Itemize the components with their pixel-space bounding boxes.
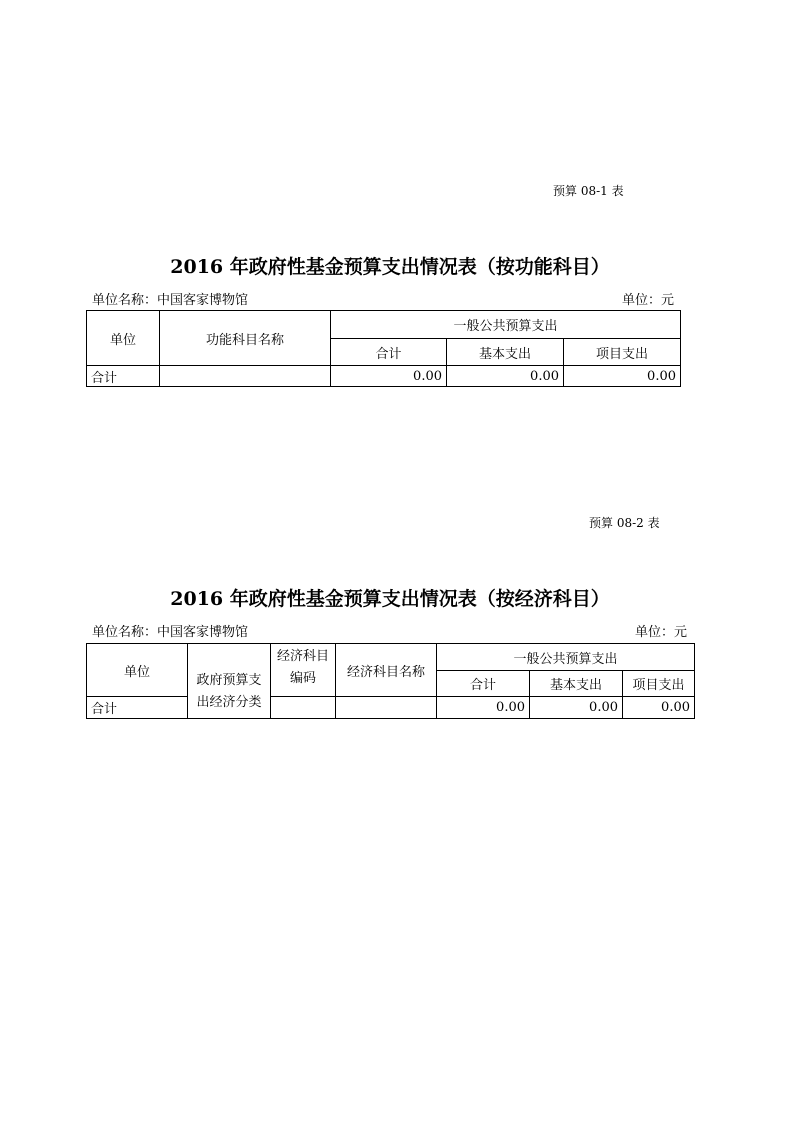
header-gov-econ-class: 政府预算支出经济分类 [188, 644, 271, 719]
row-basic: 0.00 [447, 366, 564, 387]
header-row-1 [87, 644, 695, 671]
page-title-economic: 2016 年政府性基金预算支出情况表（按经济科目） [170, 588, 610, 610]
economic-budget-table [86, 643, 695, 719]
header-general-expenditure: 一般公共预算支出 [331, 311, 681, 339]
currency-unit-2: 单位：元 [635, 625, 688, 640]
table-row [87, 697, 695, 719]
header-econ-code: 经济科目编码 [271, 644, 336, 697]
header-project: 项目支出 [623, 671, 695, 697]
row-label: 合计 [87, 697, 188, 719]
page-title-functional: 2016 年政府性基金预算支出情况表（按功能科目） [170, 256, 610, 278]
header-total: 合计 [331, 339, 447, 366]
row-project: 0.00 [564, 366, 681, 387]
header-unit: 单位 [87, 311, 160, 366]
currency-unit-1: 单位：元 [622, 293, 675, 308]
table-code-08-2: 预算 08-2 表 [589, 516, 660, 530]
row-func-name [160, 366, 331, 387]
header-total: 合计 [437, 671, 530, 697]
header-unit: 单位 [87, 644, 188, 697]
header-econ-name: 经济科目名称 [336, 644, 437, 697]
functional-budget-table [86, 310, 681, 387]
header-general-expenditure: 一般公共预算支出 [437, 644, 695, 671]
header-project: 项目支出 [564, 339, 681, 366]
row-project: 0.00 [623, 697, 695, 719]
row-total: 0.00 [437, 697, 530, 719]
row-total: 0.00 [331, 366, 447, 387]
header-basic: 基本支出 [530, 671, 623, 697]
table-row [87, 366, 681, 387]
unit-name-2: 单位名称：中国客家博物馆 [92, 625, 249, 640]
row-label: 合计 [87, 366, 160, 387]
header-basic: 基本支出 [447, 339, 564, 366]
table-code-08-1: 预算 08-1 表 [553, 184, 624, 198]
row-econ-code [271, 697, 336, 719]
header-row-1 [87, 311, 681, 339]
unit-name-1: 单位名称：中国客家博物馆 [92, 293, 249, 308]
row-basic: 0.00 [530, 697, 623, 719]
header-func-name: 功能科目名称 [160, 311, 331, 366]
row-econ-name [336, 697, 437, 719]
